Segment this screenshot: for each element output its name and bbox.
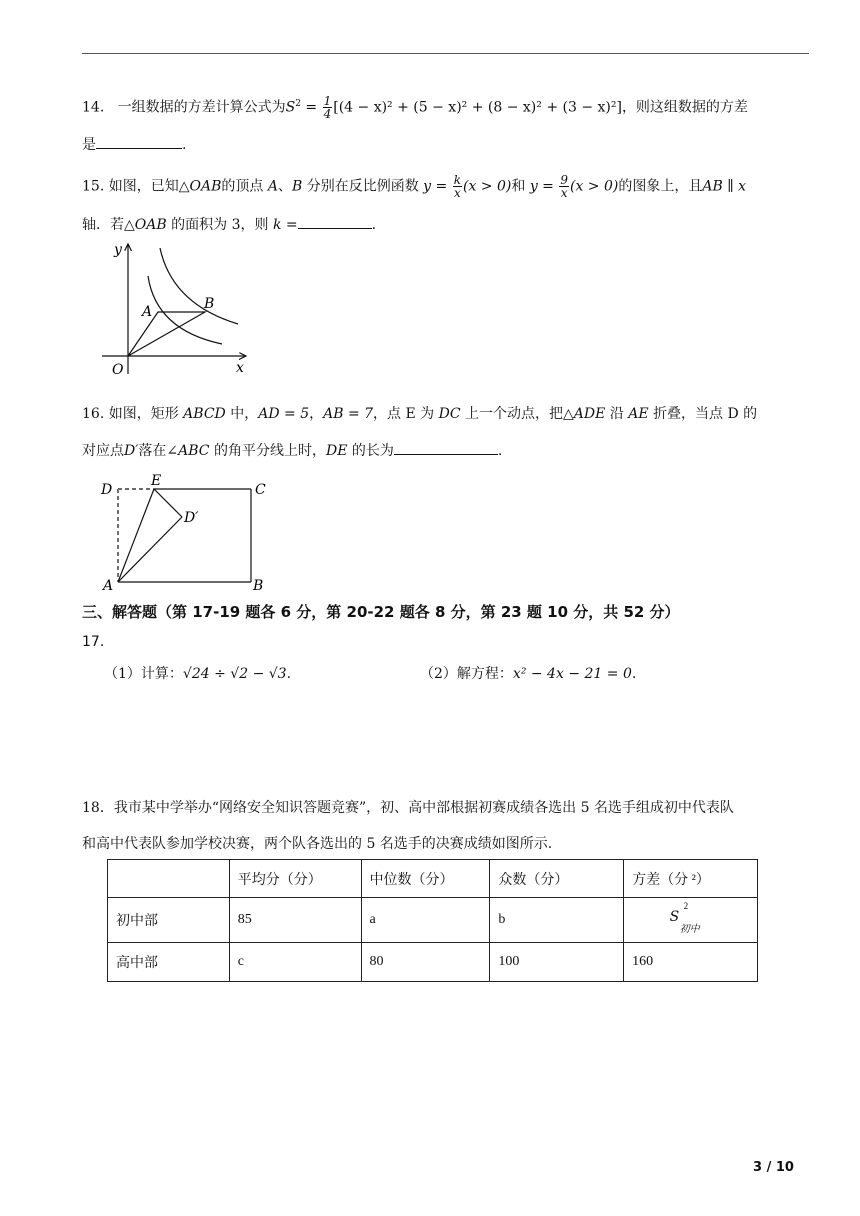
table-cell: 初中部 bbox=[108, 898, 230, 943]
header-cell: 方差（分 ²） bbox=[624, 860, 758, 898]
table-cell: 85 bbox=[229, 898, 361, 943]
table-cell: 100 bbox=[490, 943, 624, 982]
table-cell: a bbox=[361, 898, 490, 943]
q16-line1: 16. 如图，矩形 ABCD 中，AD = 5，AB = 7，点 E 为 DC 上一个动点，把△ADE 沿 AE 折叠，当点 D 的 bbox=[82, 406, 758, 422]
variance-sup: 2 bbox=[683, 900, 689, 911]
q15-label-o: O bbox=[112, 362, 124, 378]
table-cell: b bbox=[490, 898, 624, 943]
q14-fraction: $\frac{1}{4}$ bbox=[323, 94, 332, 122]
table-cell: c bbox=[229, 943, 361, 982]
q14-formula: [(4 − x)² + (5 − x)² + (8 − x)² + (3 − x)²] bbox=[333, 99, 622, 116]
q15-curve-9 bbox=[160, 248, 238, 324]
q14-line1: 14. 一组数据的方差计算公式为$S^2$ = $\frac{1}{4}$ [(4 − x)² + (5 − x)² + (8 − x)² + (3 − x)²]，则这组数据的方差 bbox=[82, 94, 748, 122]
table-row bbox=[108, 898, 758, 943]
table-cell: 160 bbox=[624, 943, 758, 982]
q15-frac-k: $\frac{k}{x}$ bbox=[453, 173, 461, 200]
table-cell: 高中部 bbox=[108, 943, 230, 982]
q18-line2: 和高中代表队参加学校决赛，两个队各选出的 5 名选手的决赛成绩如图所示. bbox=[82, 836, 553, 852]
q15-label-a: A bbox=[142, 304, 153, 320]
q16-line2: 对应点D′落在∠ABC 的角平分线上时，DE 的长为 . bbox=[82, 440, 502, 461]
q16-figure bbox=[98, 472, 278, 598]
q14-line2: 是 . bbox=[82, 134, 186, 155]
q16-label-c: C bbox=[255, 482, 266, 498]
q16-label-dprime: D′ bbox=[184, 510, 199, 526]
table-row bbox=[108, 943, 758, 982]
q17-number: 17. bbox=[82, 634, 105, 650]
q14-answer-blank[interactable] bbox=[96, 134, 182, 149]
q15-label-x: x bbox=[236, 360, 244, 376]
q16-answer-blank[interactable] bbox=[394, 440, 498, 455]
q15-label-b: B bbox=[204, 296, 215, 312]
q15-line2: 轴．若△OAB 的面积为 3，则 k = . bbox=[82, 214, 376, 235]
q15-figure bbox=[98, 238, 258, 378]
q16-line-ae bbox=[118, 489, 154, 582]
q15-line1: 15. 如图，已知△OAB的顶点 A、B 分别在反比例函数 y = $\frac{k}{x}$ (x > 0)和 y = $\frac{9}{x}$ (x > 0)的图象上，且AB ∥ x bbox=[82, 173, 747, 200]
q15-triangle-oab bbox=[128, 312, 205, 356]
q18-line1: 18．我市某中学举办“网络安全知识答题竞赛”，初、高中部根据初赛成绩各选出 5 名选手组成初中代表队 bbox=[82, 800, 734, 816]
page-number: 3 / 10 bbox=[753, 1160, 794, 1175]
q16-label-e: E bbox=[151, 473, 162, 489]
variance-sub: 初中 bbox=[679, 923, 700, 935]
variance-symbol: S bbox=[669, 908, 680, 925]
table-cell: 80 bbox=[361, 943, 490, 982]
q17-part2: （2）解方程：x² − 4x − 21 = 0. bbox=[420, 666, 637, 682]
section-3-heading: 三、解答题（第 17-19 题各 6 分，第 20-22 题各 8 分，第 23 题 10 分，共 52 分） bbox=[82, 603, 680, 621]
header-cell: 中位数（分） bbox=[361, 860, 490, 898]
q15-label-y: y bbox=[114, 242, 122, 258]
q18-stats-table bbox=[107, 859, 758, 982]
q15-answer-blank[interactable] bbox=[298, 214, 372, 229]
header-cell bbox=[108, 860, 230, 898]
table-header-row bbox=[108, 860, 758, 898]
q15-frac-9: $\frac{9}{x}$ bbox=[560, 173, 568, 200]
q16-line-ed bbox=[154, 489, 182, 517]
header-cell: 平均分（分） bbox=[229, 860, 361, 898]
q17-part1: （1）计算：√24 ÷ √2 − √3. bbox=[104, 666, 292, 682]
q16-label-a: A bbox=[103, 578, 114, 594]
q16-label-b: B bbox=[253, 578, 264, 594]
variance-junior-cell bbox=[624, 898, 758, 943]
header-rule bbox=[82, 53, 809, 54]
header-cell: 众数（分） bbox=[490, 860, 624, 898]
q16-label-d: D bbox=[101, 482, 113, 498]
q16-line-ad bbox=[118, 517, 182, 582]
